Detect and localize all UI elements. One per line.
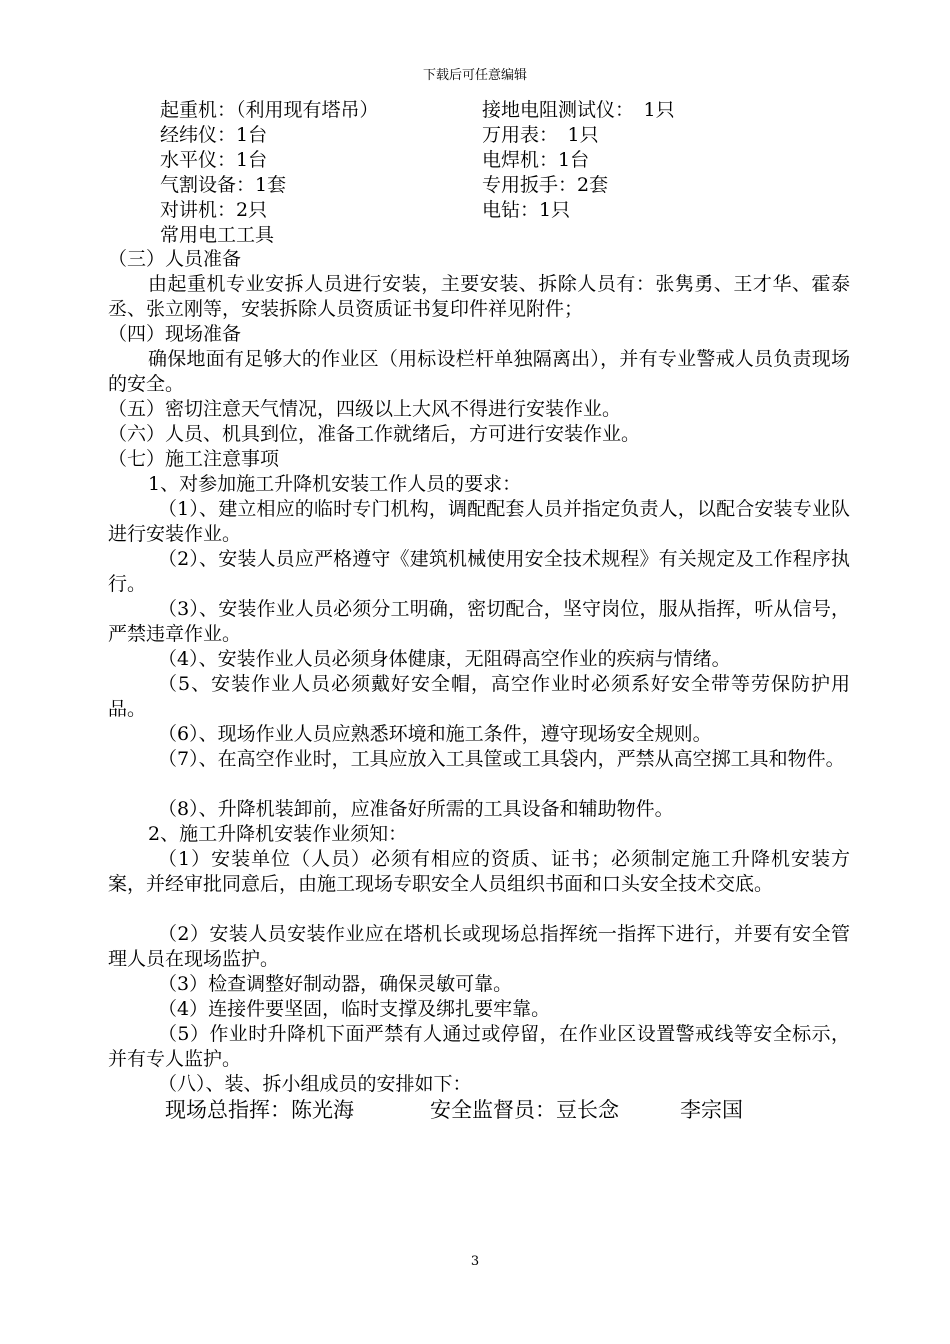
- paragraph: （2）安装人员安装作业应在塔机长或现场总指挥统一指挥下进行，并要有安全管理人员在现场监护。: [108, 923, 850, 970]
- paragraph: （4）连接件要坚固，临时支撑及绑扎要牢靠。: [158, 998, 551, 1020]
- paragraph: （2）、安装人员应严格遵守《建筑机械使用安全技术规程》有关规定及工作程序执行。: [108, 548, 850, 595]
- subsection-heading: 1、对参加施工升降机安装工作人员的要求：: [148, 473, 522, 495]
- paragraph: （4）、安装作业人员必须身体健康，无阻碍高空作业的疾病与情绪。: [158, 648, 731, 670]
- equipment-item: 经纬仪：1台: [160, 124, 268, 146]
- paragraph: （3）检查调整好制动器，确保灵敏可靠。: [158, 973, 513, 995]
- paragraph: （6）、现场作业人员应熟悉环境和施工条件，遵守现场安全规则。: [158, 723, 712, 745]
- equipment-item: 起重机：（利用现有塔吊）: [160, 99, 379, 121]
- paragraph: （六）人员、机具到位，准备工作就绪后，方可进行安装作业。: [108, 423, 641, 445]
- paragraph: （7）、在高空作业时，工具应放入工具筐或工具袋内，严禁从高空掷工具和物件。: [158, 748, 845, 770]
- equipment-item: 专用扳手：2套: [482, 174, 609, 196]
- section-heading: （三）人员准备: [108, 248, 242, 270]
- paragraph: 由起重机专业安拆人员进行安装，主要安装、拆除人员有：张隽勇、王才华、霍泰丞、张立刚等，安装拆除人员资质证书复印件祥见附件；: [108, 273, 850, 320]
- paragraph: （1）、建立相应的临时专门机构，调配配套人员并指定负责人，以配合安装专业队进行安装作业。: [108, 498, 850, 545]
- page-number: 3: [470, 1254, 480, 1269]
- equipment-item: 水平仪：1台: [160, 149, 268, 171]
- team-supervisor-2: 李宗国: [680, 1098, 743, 1122]
- subsection-heading: 2、施工升降机安装作业须知：: [148, 823, 408, 845]
- page-header: 下载后可任意编辑: [422, 68, 527, 83]
- paragraph: （5、安装作业人员必须戴好安全帽，高空作业时必须系好安全带等劳保防护用品。: [108, 673, 850, 720]
- paragraph: （1）安装单位（人员）必须有相应的资质、证书；必须制定施工升降机安装方案，并经审批同意后，由施工现场专职安全人员组织书面和口头安全技术交底。: [108, 848, 850, 895]
- paragraph: （8）、升降机装卸前，应准备好所需的工具设备和辅助物件。: [158, 798, 674, 820]
- paragraph: （5）作业时升降机下面严禁有人通过或停留，在作业区设置警戒线等安全标示，并有专人监护。: [108, 1023, 850, 1070]
- paragraph: 确保地面有足够大的作业区（用标设栏杆单独隔离出），并有专业警戒人员负责现场的安全。: [108, 348, 850, 395]
- section-heading: （七）施工注意事项: [108, 448, 280, 470]
- team-supervisor: 安全监督员：豆长念: [430, 1098, 619, 1122]
- section-heading: （八）、装、拆小组成员的安排如下：: [158, 1073, 472, 1095]
- equipment-item: 对讲机：2只: [160, 199, 268, 221]
- equipment-item: 气割设备：1套: [160, 174, 287, 196]
- equipment-item: 电钻：1只: [482, 199, 571, 221]
- section-heading: （四）现场准备: [108, 323, 242, 345]
- team-commander: 现场总指挥：陈光海: [165, 1098, 354, 1122]
- paragraph: （五）密切注意天气情况，四级以上大风不得进行安装作业。: [108, 398, 622, 420]
- equipment-item: 接地电阻测试仪： 1只: [482, 99, 675, 121]
- equipment-item: 电焊机：1台: [482, 149, 590, 171]
- equipment-item: 常用电工工具: [160, 224, 275, 246]
- equipment-item: 万用表： 1只: [482, 124, 599, 146]
- paragraph: （3）、安装作业人员必须分工明确，密切配合，坚守岗位，服从指挥，听从信号，严禁违章作业。: [108, 598, 850, 645]
